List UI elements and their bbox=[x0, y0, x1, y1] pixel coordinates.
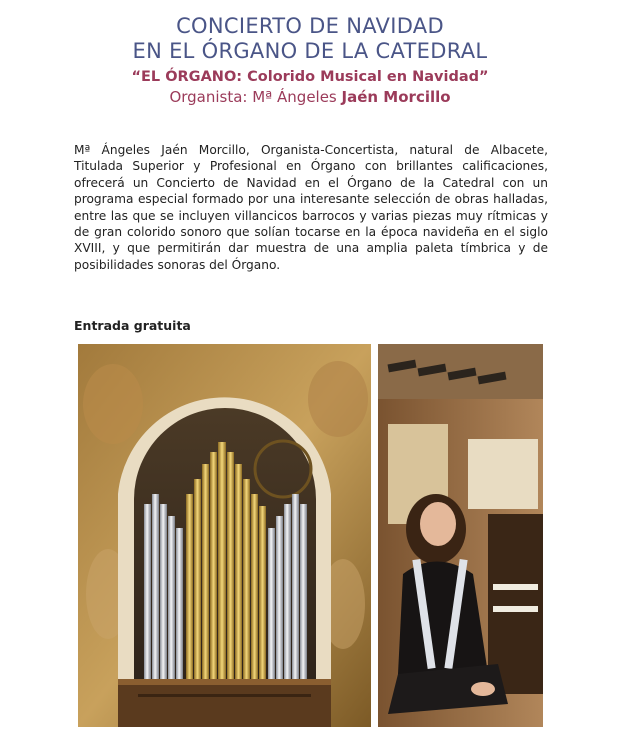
title-line-1: CONCIERTO DE NAVIDAD bbox=[176, 14, 444, 38]
organist-photo bbox=[378, 344, 543, 727]
concert-subtitle: “EL ÓRGANO: Colorido Musical en Navidad” bbox=[131, 69, 489, 85]
poster-header bbox=[0, 14, 620, 107]
organist-surname: Jaén Morcillo bbox=[341, 88, 451, 106]
organist-prefix: Organista: Mª Ángeles bbox=[169, 88, 342, 106]
cathedral-organ-photo bbox=[78, 344, 371, 727]
organist-line bbox=[0, 87, 620, 107]
free-entry-label: Entrada gratuita bbox=[74, 318, 191, 333]
description-paragraph: Mª Ángeles Jaén Morcillo, Organista-Concertista, natural de Albacete, Titulada Superior y Profesional en Órgano con brillantes calificaciones, ofrecerá un Concierto de Navidad en el Órgano de la Catedral con un programa especial formado por una interesante selección de obras halladas, entre las que se incluyen villancicos barrocos y varias piezas muy rítmicas y de gran colorido sonoro que solían tocarse en la época navideña en el siglo XVIII, y que permitirán dar muestra de una amplia paleta tímbrica y de posibilidades sonoras del Órgano. bbox=[74, 143, 548, 272]
title-line-2: EN EL ÓRGANO DE LA CATEDRAL bbox=[132, 39, 488, 63]
